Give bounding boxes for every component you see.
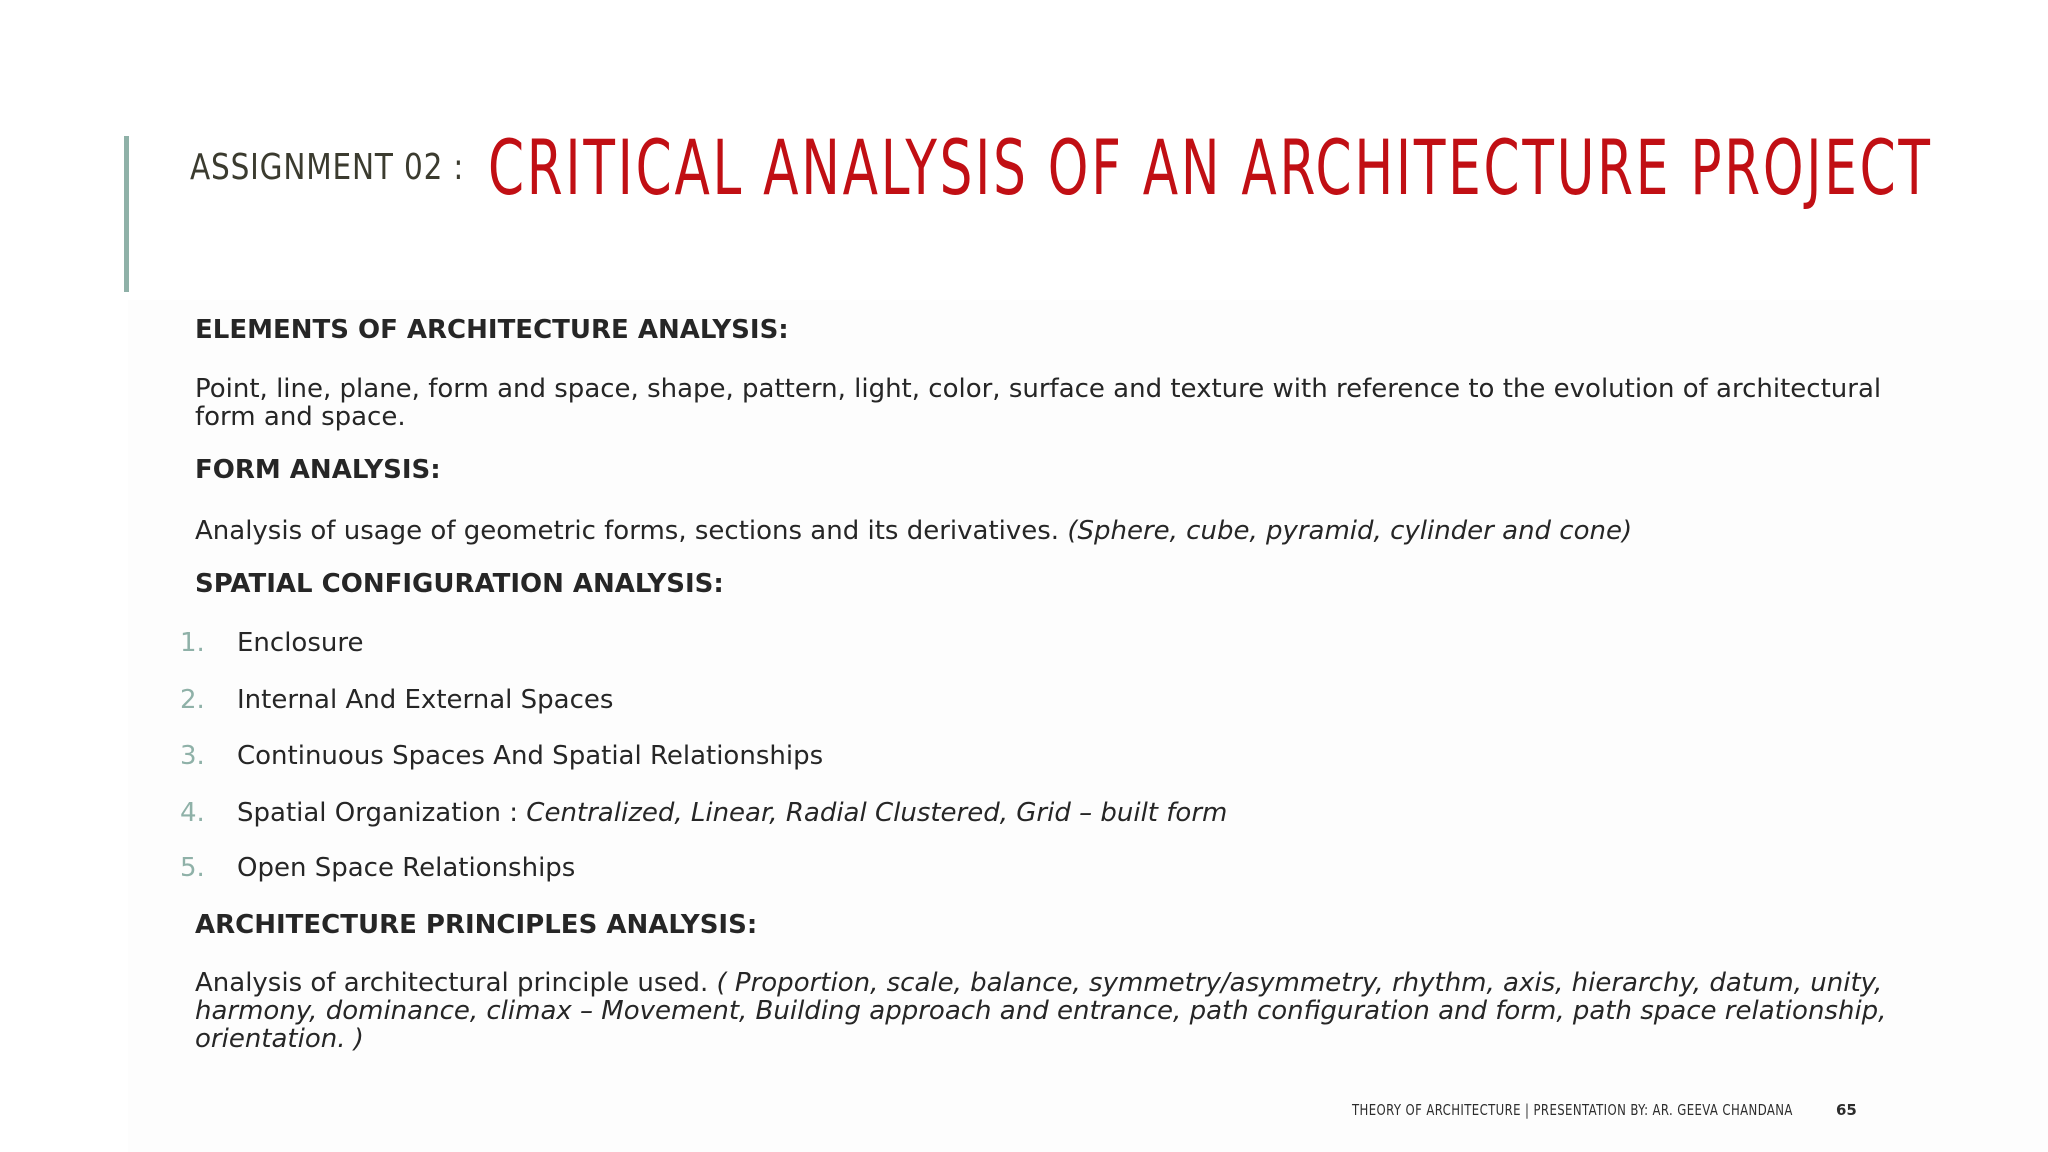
heading-principles: ARCHITECTURE PRINCIPLES ANALYSIS: [195, 910, 758, 940]
list-number: 1. [180, 628, 205, 658]
list-text: Internal And External Spaces [237, 685, 614, 715]
list-number: 4. [180, 798, 205, 828]
text-form-italic: (Sphere, cube, pyramid, cylinder and cone) [1067, 516, 1633, 546]
footer-text: THEORY OF ARCHITECTURE | PRESENTATION BY: AR. GEEVA CHANDANA [1352, 1101, 1793, 1119]
list-number: 5. [180, 853, 205, 883]
list-number: 2. [180, 685, 205, 715]
list-item [180, 741, 823, 771]
slide-title [190, 123, 1933, 212]
text-elements: Point, line, plane, form and space, shape, pattern, light, color, surface and texture with reference to the evolution of architectural form and space. [195, 374, 1882, 432]
list-text-italic: Centralized, Linear, Radial Clustered, Grid – built form [526, 798, 1228, 828]
list-item [180, 853, 575, 883]
list-text: Spatial Organization : [237, 798, 527, 828]
text-principles-plain: Analysis of architectural principle used. [195, 968, 717, 998]
list-text: Continuous Spaces And Spatial Relationships [237, 741, 824, 771]
title-accent-bar [124, 136, 129, 292]
list-number: 3. [180, 741, 205, 771]
list-text: Enclosure [237, 628, 364, 658]
heading-form: FORM ANALYSIS: [195, 455, 441, 485]
list-item [180, 628, 363, 658]
list-item [180, 798, 1227, 828]
title-main: CRITICAL ANALYSIS OF AN ARCHITECTURE PROJECT [488, 123, 1933, 212]
text-principles-italic: ( Proportion, scale, balance, symmetry/asymmetry, rhythm, axis, hierarchy, datum, unity, harmony, dominance, climax – Movement, Building approach and entrance, path configuration and form, path space relationship, orientation. ) [195, 968, 1887, 1054]
list-item [180, 685, 613, 715]
title-prefix: ASSIGNMENT 02 : [190, 147, 465, 188]
page-number: 65 [1836, 1101, 1857, 1119]
heading-elements: ELEMENTS OF ARCHITECTURE ANALYSIS: [195, 315, 789, 345]
text-form [195, 517, 1915, 545]
heading-spatial: SPATIAL CONFIGURATION ANALYSIS: [195, 569, 724, 599]
text-principles [195, 969, 1915, 1053]
text-form-plain: Analysis of usage of geometric forms, sections and its derivatives. [195, 516, 1068, 546]
list-text: Open Space Relationships [237, 853, 576, 883]
